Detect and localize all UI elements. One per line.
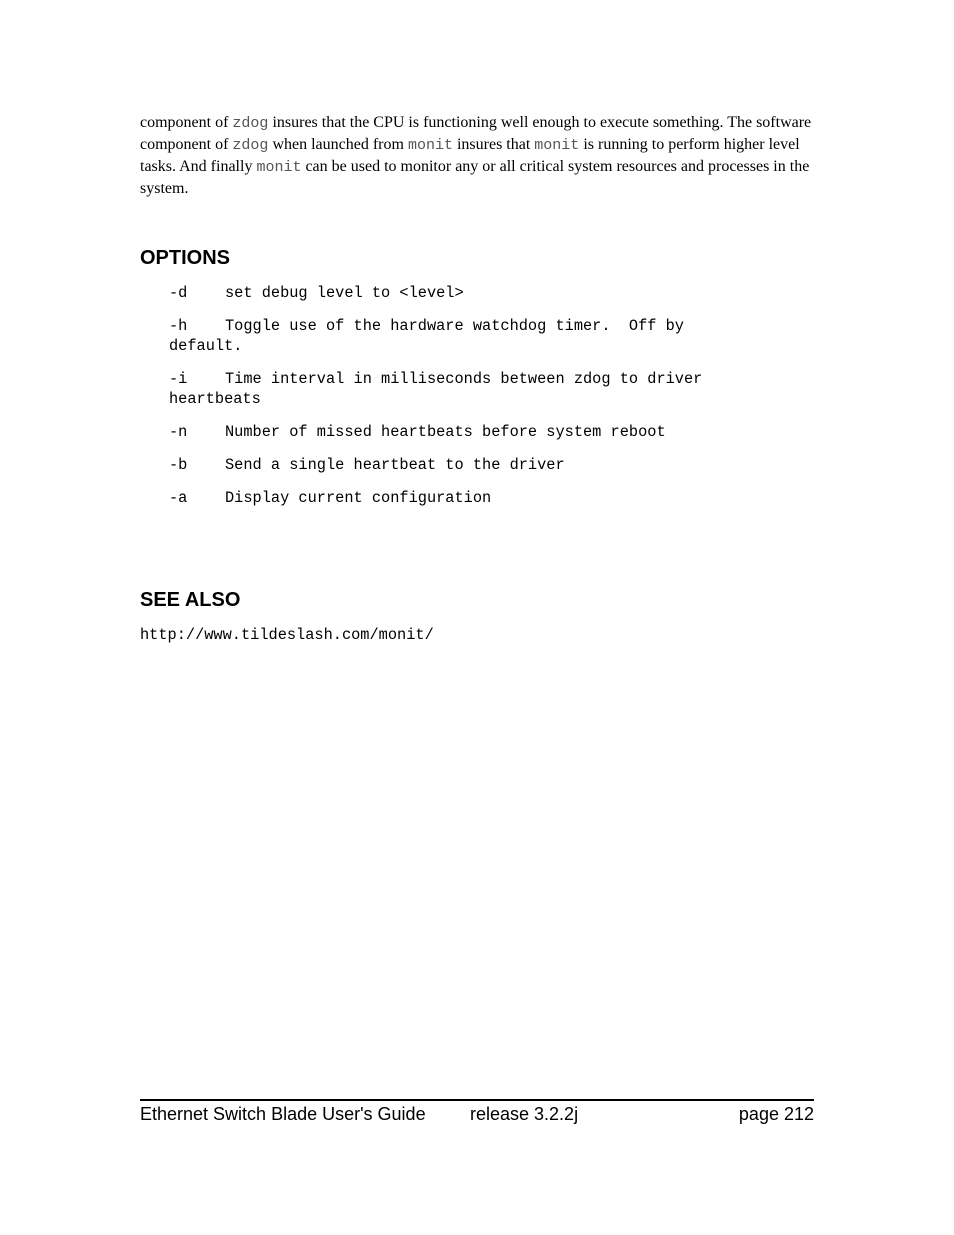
option-flag: -h	[169, 317, 188, 335]
inline-code-zdog: zdog	[232, 137, 269, 154]
footer-page-number: page 212	[738, 1104, 814, 1124]
option-flag: -b	[169, 456, 188, 474]
option-description-continued: heartbeats	[169, 390, 261, 408]
monit-link[interactable]: http://www.tildeslash.com/monit/	[140, 626, 434, 644]
options-heading: OPTIONS	[140, 247, 231, 269]
option-description: Number of missed heartbeats before system reboot	[225, 423, 666, 441]
option-item-d	[169, 283, 809, 303]
inline-code-monit: monit	[256, 159, 302, 176]
option-flag: -a	[169, 489, 188, 507]
page-footer	[140, 1099, 814, 1124]
intro-text: can be used to monitor any or all critical system resources and processes in the system.	[140, 158, 810, 197]
see-also-heading: SEE ALSO	[140, 589, 241, 611]
option-description: Time interval in milliseconds between zdog to driver	[225, 370, 703, 388]
option-item-i	[169, 369, 809, 409]
option-description: Toggle use of the hardware watchdog timer. Off by	[225, 317, 684, 335]
option-flag: -n	[169, 423, 188, 441]
option-description-continued: default.	[169, 337, 243, 355]
option-item-h	[169, 316, 809, 356]
inline-code-zdog: zdog	[232, 115, 269, 132]
inline-code-monit: monit	[407, 137, 453, 154]
inline-code-monit: monit	[534, 137, 580, 154]
option-description: set debug level to <level>	[225, 284, 464, 302]
intro-paragraph	[140, 112, 820, 199]
option-flag: -d	[169, 284, 188, 302]
option-item-n	[169, 422, 809, 442]
intro-text: insures that	[452, 136, 535, 153]
intro-text: when launched from	[268, 136, 408, 153]
option-description: Display current configuration	[225, 489, 492, 507]
option-item-b	[169, 455, 809, 475]
intro-text: insures that the CPU is functioning well enough to execute something. The software component of	[140, 114, 812, 153]
option-flag: -i	[169, 370, 188, 388]
footer-document-title: Ethernet Switch Blade User's Guide	[140, 1104, 426, 1124]
options-list	[169, 283, 809, 521]
intro-text: component of	[140, 114, 233, 131]
intro-text: is running to perform higher level tasks. And finally	[140, 136, 800, 175]
footer-release: release 3.2.2j	[470, 1104, 579, 1124]
option-item-a	[169, 488, 809, 508]
option-description: Send a single heartbeat to the driver	[225, 456, 565, 474]
